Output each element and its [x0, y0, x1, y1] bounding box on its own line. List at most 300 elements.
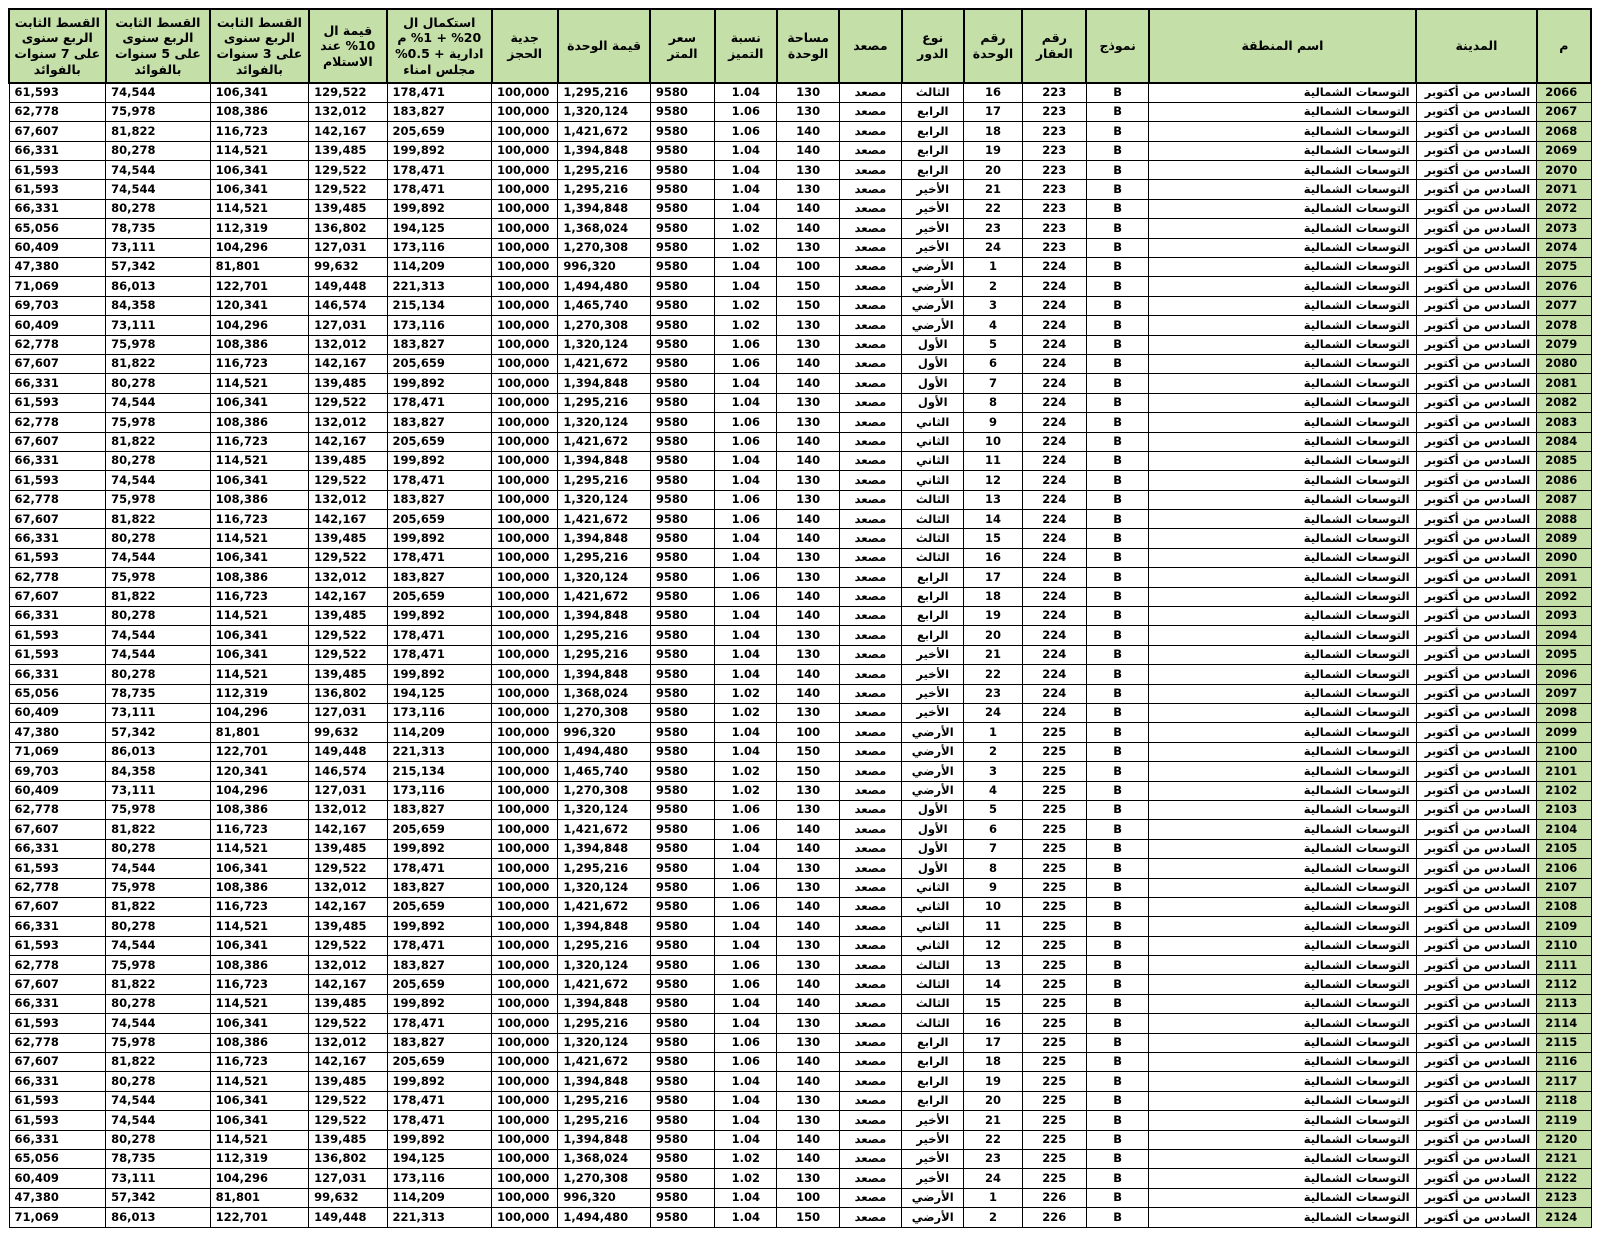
cell-index[interactable]: 2097	[1537, 684, 1591, 703]
cell-elevator[interactable]: مصعد	[839, 529, 901, 548]
cell-premium[interactable]: 1.02	[715, 238, 777, 257]
cell-city[interactable]: السادس من أكتوبر	[1416, 781, 1537, 800]
cell-elevator[interactable]: مصعد	[839, 1053, 901, 1072]
cell-area[interactable]: التوسعات الشمالية	[1149, 897, 1416, 916]
cell-unit[interactable]: 21	[964, 645, 1022, 664]
cell-unit[interactable]: 4	[964, 781, 1022, 800]
cell-completion[interactable]: 173,116	[387, 781, 492, 800]
cell-receipt[interactable]: 132,012	[309, 413, 387, 432]
cell-installment-7y[interactable]: 66,331	[9, 199, 106, 218]
cell-size[interactable]: 140	[777, 141, 839, 160]
cell-floor[interactable]: الأخير	[902, 665, 964, 684]
cell-area[interactable]: التوسعات الشمالية	[1149, 1188, 1416, 1207]
cell-unit[interactable]: 16	[964, 548, 1022, 567]
cell-unit[interactable]: 16	[964, 1014, 1022, 1033]
cell-booking[interactable]: 100,000	[492, 645, 558, 664]
cell-unit[interactable]: 19	[964, 607, 1022, 626]
cell-completion[interactable]: 183,827	[387, 413, 492, 432]
cell-city[interactable]: السادس من أكتوبر	[1416, 510, 1537, 529]
cell-area[interactable]: التوسعات الشمالية	[1149, 238, 1416, 257]
cell-index[interactable]: 2083	[1537, 413, 1591, 432]
cell-floor[interactable]: الأخير	[902, 219, 964, 238]
cell-installment-5y[interactable]: 75,978	[106, 956, 211, 975]
cell-size[interactable]: 130	[777, 956, 839, 975]
cell-installment-3y[interactable]: 112,319	[210, 219, 308, 238]
cell-installment-5y[interactable]: 78,735	[106, 1149, 211, 1168]
cell-unit-value[interactable]: 1,295,216	[558, 180, 650, 199]
cell-model[interactable]: B	[1086, 956, 1148, 975]
cell-building[interactable]: 224	[1022, 626, 1086, 645]
cell-installment-7y[interactable]: 66,331	[9, 665, 106, 684]
cell-premium[interactable]: 1.02	[715, 704, 777, 723]
cell-building[interactable]: 225	[1022, 1130, 1086, 1149]
cell-size[interactable]: 140	[777, 897, 839, 916]
cell-receipt[interactable]: 142,167	[309, 1053, 387, 1072]
cell-floor[interactable]: الرابع	[902, 141, 964, 160]
cell-city[interactable]: السادس من أكتوبر	[1416, 1149, 1537, 1168]
cell-installment-5y[interactable]: 74,544	[106, 393, 211, 412]
cell-unit-value[interactable]: 1,394,848	[558, 917, 650, 936]
cell-area[interactable]: التوسعات الشمالية	[1149, 1072, 1416, 1091]
cell-size[interactable]: 150	[777, 742, 839, 761]
cell-floor[interactable]: الثاني	[902, 917, 964, 936]
cell-receipt[interactable]: 127,031	[309, 704, 387, 723]
cell-completion[interactable]: 178,471	[387, 471, 492, 490]
cell-completion[interactable]: 178,471	[387, 548, 492, 567]
cell-floor[interactable]: الثاني	[902, 471, 964, 490]
cell-installment-5y[interactable]: 80,278	[106, 1072, 211, 1091]
cell-city[interactable]: السادس من أكتوبر	[1416, 820, 1537, 839]
cell-installment-3y[interactable]: 114,521	[210, 374, 308, 393]
cell-premium[interactable]: 1.04	[715, 1014, 777, 1033]
cell-installment-3y[interactable]: 108,386	[210, 335, 308, 354]
cell-size[interactable]: 100	[777, 1188, 839, 1207]
cell-unit[interactable]: 18	[964, 122, 1022, 141]
cell-price-per-meter[interactable]: 9580	[650, 665, 714, 684]
cell-unit-value[interactable]: 1,421,672	[558, 587, 650, 606]
cell-floor[interactable]: الأول	[902, 800, 964, 819]
cell-installment-3y[interactable]: 116,723	[210, 510, 308, 529]
cell-installment-7y[interactable]: 62,778	[9, 102, 106, 121]
cell-floor[interactable]: الثالث	[902, 956, 964, 975]
cell-premium[interactable]: 1.04	[715, 393, 777, 412]
cell-model[interactable]: B	[1086, 781, 1148, 800]
cell-city[interactable]: السادس من أكتوبر	[1416, 490, 1537, 509]
cell-price-per-meter[interactable]: 9580	[650, 471, 714, 490]
cell-size[interactable]: 150	[777, 762, 839, 781]
cell-installment-7y[interactable]: 67,607	[9, 975, 106, 994]
cell-building[interactable]: 224	[1022, 335, 1086, 354]
cell-elevator[interactable]: مصعد	[839, 161, 901, 180]
cell-unit-value[interactable]: 1,270,308	[558, 316, 650, 335]
cell-installment-3y[interactable]: 108,386	[210, 956, 308, 975]
cell-building[interactable]: 224	[1022, 704, 1086, 723]
cell-index[interactable]: 2088	[1537, 510, 1591, 529]
cell-unit-value[interactable]: 1,394,848	[558, 529, 650, 548]
cell-installment-3y[interactable]: 106,341	[210, 548, 308, 567]
cell-elevator[interactable]: مصعد	[839, 607, 901, 626]
cell-installment-5y[interactable]: 86,013	[106, 1208, 211, 1228]
cell-city[interactable]: السادس من أكتوبر	[1416, 665, 1537, 684]
cell-premium[interactable]: 1.02	[715, 296, 777, 315]
cell-unit[interactable]: 20	[964, 626, 1022, 645]
cell-completion[interactable]: 199,892	[387, 917, 492, 936]
cell-index[interactable]: 2107	[1537, 878, 1591, 897]
cell-city[interactable]: السادس من أكتوبر	[1416, 548, 1537, 567]
cell-model[interactable]: B	[1086, 83, 1148, 102]
cell-size[interactable]: 130	[777, 471, 839, 490]
cell-unit-value[interactable]: 1,465,740	[558, 296, 650, 315]
cell-city[interactable]: السادس من أكتوبر	[1416, 354, 1537, 373]
cell-installment-5y[interactable]: 80,278	[106, 141, 211, 160]
cell-elevator[interactable]: مصعد	[839, 859, 901, 878]
cell-index[interactable]: 2070	[1537, 161, 1591, 180]
cell-installment-5y[interactable]: 84,358	[106, 296, 211, 315]
cell-installment-3y[interactable]: 114,521	[210, 665, 308, 684]
cell-premium[interactable]: 1.06	[715, 490, 777, 509]
cell-floor[interactable]: الأول	[902, 393, 964, 412]
cell-receipt[interactable]: 136,802	[309, 219, 387, 238]
cell-installment-7y[interactable]: 61,593	[9, 180, 106, 199]
cell-elevator[interactable]: مصعد	[839, 296, 901, 315]
cell-booking[interactable]: 100,000	[492, 161, 558, 180]
cell-unit[interactable]: 21	[964, 180, 1022, 199]
cell-completion[interactable]: 178,471	[387, 1014, 492, 1033]
cell-building[interactable]: 224	[1022, 607, 1086, 626]
cell-completion[interactable]: 199,892	[387, 529, 492, 548]
cell-installment-3y[interactable]: 106,341	[210, 936, 308, 955]
cell-size[interactable]: 130	[777, 1091, 839, 1110]
cell-elevator[interactable]: مصعد	[839, 1014, 901, 1033]
cell-booking[interactable]: 100,000	[492, 1053, 558, 1072]
cell-unit[interactable]: 18	[964, 1053, 1022, 1072]
cell-building[interactable]: 223	[1022, 199, 1086, 218]
cell-city[interactable]: السادس من أكتوبر	[1416, 393, 1537, 412]
cell-price-per-meter[interactable]: 9580	[650, 1149, 714, 1168]
cell-price-per-meter[interactable]: 9580	[650, 1188, 714, 1207]
cell-city[interactable]: السادس من أكتوبر	[1416, 917, 1537, 936]
cell-building[interactable]: 223	[1022, 102, 1086, 121]
cell-model[interactable]: B	[1086, 878, 1148, 897]
cell-elevator[interactable]: مصعد	[839, 451, 901, 470]
cell-elevator[interactable]: مصعد	[839, 374, 901, 393]
cell-installment-7y[interactable]: 67,607	[9, 510, 106, 529]
cell-model[interactable]: B	[1086, 122, 1148, 141]
cell-building[interactable]: 224	[1022, 665, 1086, 684]
col-header-price-per-meter[interactable]: سعر المتر	[650, 9, 714, 83]
cell-model[interactable]: B	[1086, 238, 1148, 257]
cell-installment-3y[interactable]: 108,386	[210, 102, 308, 121]
cell-installment-5y[interactable]: 74,544	[106, 936, 211, 955]
cell-installment-3y[interactable]: 114,521	[210, 839, 308, 858]
cell-installment-3y[interactable]: 116,723	[210, 122, 308, 141]
cell-installment-5y[interactable]: 74,544	[106, 1014, 211, 1033]
cell-unit[interactable]: 8	[964, 859, 1022, 878]
cell-model[interactable]: B	[1086, 199, 1148, 218]
cell-model[interactable]: B	[1086, 626, 1148, 645]
cell-installment-7y[interactable]: 62,778	[9, 1033, 106, 1052]
cell-model[interactable]: B	[1086, 432, 1148, 451]
cell-elevator[interactable]: مصعد	[839, 490, 901, 509]
cell-index[interactable]: 2124	[1537, 1208, 1591, 1228]
cell-elevator[interactable]: مصعد	[839, 936, 901, 955]
cell-model[interactable]: B	[1086, 451, 1148, 470]
cell-installment-7y[interactable]: 71,069	[9, 277, 106, 296]
cell-installment-7y[interactable]: 62,778	[9, 878, 106, 897]
cell-unit-value[interactable]: 996,320	[558, 1188, 650, 1207]
cell-area[interactable]: التوسعات الشمالية	[1149, 975, 1416, 994]
cell-installment-5y[interactable]: 84,358	[106, 762, 211, 781]
cell-model[interactable]: B	[1086, 1149, 1148, 1168]
cell-installment-3y[interactable]: 104,296	[210, 316, 308, 335]
cell-booking[interactable]: 100,000	[492, 374, 558, 393]
cell-building[interactable]: 226	[1022, 1188, 1086, 1207]
cell-size[interactable]: 130	[777, 781, 839, 800]
cell-area[interactable]: التوسعات الشمالية	[1149, 374, 1416, 393]
cell-completion[interactable]: 221,313	[387, 277, 492, 296]
cell-model[interactable]: B	[1086, 258, 1148, 277]
cell-elevator[interactable]: مصعد	[839, 238, 901, 257]
cell-booking[interactable]: 100,000	[492, 548, 558, 567]
cell-unit-value[interactable]: 1,295,216	[558, 936, 650, 955]
cell-installment-5y[interactable]: 81,822	[106, 432, 211, 451]
cell-city[interactable]: السادس من أكتوبر	[1416, 1111, 1537, 1130]
cell-booking[interactable]: 100,000	[492, 141, 558, 160]
cell-size[interactable]: 130	[777, 626, 839, 645]
cell-index[interactable]: 2085	[1537, 451, 1591, 470]
cell-installment-7y[interactable]: 67,607	[9, 1053, 106, 1072]
cell-area[interactable]: التوسعات الشمالية	[1149, 199, 1416, 218]
cell-price-per-meter[interactable]: 9580	[650, 626, 714, 645]
cell-size[interactable]: 140	[777, 529, 839, 548]
cell-unit-value[interactable]: 1,421,672	[558, 1053, 650, 1072]
cell-booking[interactable]: 100,000	[492, 258, 558, 277]
cell-area[interactable]: التوسعات الشمالية	[1149, 781, 1416, 800]
cell-receipt[interactable]: 129,522	[309, 645, 387, 664]
cell-elevator[interactable]: مصعد	[839, 83, 901, 102]
cell-model[interactable]: B	[1086, 936, 1148, 955]
cell-price-per-meter[interactable]: 9580	[650, 897, 714, 916]
cell-installment-7y[interactable]: 61,593	[9, 83, 106, 102]
cell-unit-value[interactable]: 1,421,672	[558, 510, 650, 529]
cell-installment-3y[interactable]: 114,521	[210, 607, 308, 626]
cell-installment-5y[interactable]: 86,013	[106, 742, 211, 761]
cell-city[interactable]: السادس من أكتوبر	[1416, 102, 1537, 121]
cell-city[interactable]: السادس من أكتوبر	[1416, 1091, 1537, 1110]
cell-price-per-meter[interactable]: 9580	[650, 936, 714, 955]
cell-model[interactable]: B	[1086, 762, 1148, 781]
cell-unit[interactable]: 11	[964, 917, 1022, 936]
cell-booking[interactable]: 100,000	[492, 587, 558, 606]
cell-index[interactable]: 2110	[1537, 936, 1591, 955]
cell-size[interactable]: 140	[777, 839, 839, 858]
cell-installment-7y[interactable]: 62,778	[9, 490, 106, 509]
cell-building[interactable]: 225	[1022, 956, 1086, 975]
cell-completion[interactable]: 199,892	[387, 1130, 492, 1149]
cell-booking[interactable]: 100,000	[492, 335, 558, 354]
cell-building[interactable]: 226	[1022, 1208, 1086, 1228]
cell-building[interactable]: 224	[1022, 684, 1086, 703]
cell-unit[interactable]: 3	[964, 296, 1022, 315]
cell-size[interactable]: 140	[777, 354, 839, 373]
cell-model[interactable]: B	[1086, 316, 1148, 335]
cell-premium[interactable]: 1.04	[715, 471, 777, 490]
cell-size[interactable]: 140	[777, 994, 839, 1013]
cell-booking[interactable]: 100,000	[492, 1091, 558, 1110]
cell-unit[interactable]: 24	[964, 1169, 1022, 1188]
cell-installment-5y[interactable]: 73,111	[106, 316, 211, 335]
cell-unit[interactable]: 16	[964, 83, 1022, 102]
cell-unit-value[interactable]: 1,421,672	[558, 122, 650, 141]
cell-premium[interactable]: 1.04	[715, 994, 777, 1013]
cell-unit[interactable]: 4	[964, 316, 1022, 335]
cell-unit-value[interactable]: 1,394,848	[558, 607, 650, 626]
cell-index[interactable]: 2099	[1537, 723, 1591, 742]
cell-unit[interactable]: 10	[964, 432, 1022, 451]
cell-elevator[interactable]: مصعد	[839, 820, 901, 839]
cell-elevator[interactable]: مصعد	[839, 316, 901, 335]
cell-unit-value[interactable]: 1,270,308	[558, 781, 650, 800]
cell-price-per-meter[interactable]: 9580	[650, 1208, 714, 1228]
cell-installment-7y[interactable]: 47,380	[9, 723, 106, 742]
cell-premium[interactable]: 1.04	[715, 451, 777, 470]
cell-installment-7y[interactable]: 65,056	[9, 684, 106, 703]
cell-completion[interactable]: 183,827	[387, 490, 492, 509]
cell-elevator[interactable]: مصعد	[839, 335, 901, 354]
cell-area[interactable]: التوسعات الشمالية	[1149, 645, 1416, 664]
cell-installment-3y[interactable]: 108,386	[210, 568, 308, 587]
cell-installment-7y[interactable]: 69,703	[9, 296, 106, 315]
cell-unit-value[interactable]: 1,295,216	[558, 471, 650, 490]
cell-booking[interactable]: 100,000	[492, 122, 558, 141]
cell-price-per-meter[interactable]: 9580	[650, 413, 714, 432]
cell-installment-3y[interactable]: 106,341	[210, 471, 308, 490]
cell-size[interactable]: 140	[777, 587, 839, 606]
cell-unit[interactable]: 10	[964, 897, 1022, 916]
cell-city[interactable]: السادس من أكتوبر	[1416, 956, 1537, 975]
cell-building[interactable]: 224	[1022, 277, 1086, 296]
col-header-floor[interactable]: نوع الدور	[902, 9, 964, 83]
cell-elevator[interactable]: مصعد	[839, 413, 901, 432]
col-header-receipt[interactable]: قيمة ال 10% عند الاستلام	[309, 9, 387, 83]
cell-unit-value[interactable]: 1,421,672	[558, 354, 650, 373]
cell-premium[interactable]: 1.04	[715, 665, 777, 684]
cell-elevator[interactable]: مصعد	[839, 975, 901, 994]
cell-index[interactable]: 2113	[1537, 994, 1591, 1013]
cell-building[interactable]: 225	[1022, 878, 1086, 897]
cell-size[interactable]: 140	[777, 975, 839, 994]
cell-completion[interactable]: 194,125	[387, 219, 492, 238]
cell-unit-value[interactable]: 1,368,024	[558, 219, 650, 238]
cell-floor[interactable]: الثالث	[902, 83, 964, 102]
cell-booking[interactable]: 100,000	[492, 219, 558, 238]
cell-model[interactable]: B	[1086, 800, 1148, 819]
cell-area[interactable]: التوسعات الشمالية	[1149, 354, 1416, 373]
cell-unit-value[interactable]: 1,295,216	[558, 83, 650, 102]
cell-unit-value[interactable]: 1,295,216	[558, 1091, 650, 1110]
cell-installment-7y[interactable]: 66,331	[9, 374, 106, 393]
cell-installment-3y[interactable]: 114,521	[210, 1072, 308, 1091]
cell-city[interactable]: السادس من أكتوبر	[1416, 122, 1537, 141]
cell-receipt[interactable]: 139,485	[309, 1072, 387, 1091]
cell-completion[interactable]: 199,892	[387, 1072, 492, 1091]
cell-premium[interactable]: 1.04	[715, 141, 777, 160]
cell-booking[interactable]: 100,000	[492, 277, 558, 296]
cell-unit[interactable]: 7	[964, 839, 1022, 858]
cell-installment-7y[interactable]: 66,331	[9, 1130, 106, 1149]
cell-receipt[interactable]: 99,632	[309, 723, 387, 742]
col-header-size[interactable]: مساحة الوحدة	[777, 9, 839, 83]
cell-installment-7y[interactable]: 67,607	[9, 432, 106, 451]
cell-floor[interactable]: الثالث	[902, 490, 964, 509]
cell-completion[interactable]: 173,116	[387, 1169, 492, 1188]
cell-receipt[interactable]: 129,522	[309, 859, 387, 878]
cell-building[interactable]: 225	[1022, 1072, 1086, 1091]
cell-city[interactable]: السادس من أكتوبر	[1416, 277, 1537, 296]
cell-size[interactable]: 130	[777, 180, 839, 199]
cell-elevator[interactable]: مصعد	[839, 665, 901, 684]
cell-size[interactable]: 130	[777, 1033, 839, 1052]
cell-building[interactable]: 225	[1022, 994, 1086, 1013]
cell-installment-5y[interactable]: 74,544	[106, 180, 211, 199]
cell-premium[interactable]: 1.04	[715, 645, 777, 664]
cell-unit[interactable]: 12	[964, 936, 1022, 955]
cell-size[interactable]: 100	[777, 723, 839, 742]
cell-completion[interactable]: 205,659	[387, 510, 492, 529]
cell-unit-value[interactable]: 1,270,308	[558, 1169, 650, 1188]
cell-price-per-meter[interactable]: 9580	[650, 1033, 714, 1052]
cell-unit-value[interactable]: 1,394,848	[558, 374, 650, 393]
cell-size[interactable]: 140	[777, 820, 839, 839]
cell-model[interactable]: B	[1086, 490, 1148, 509]
cell-price-per-meter[interactable]: 9580	[650, 122, 714, 141]
cell-installment-5y[interactable]: 80,278	[106, 665, 211, 684]
cell-city[interactable]: السادس من أكتوبر	[1416, 1208, 1537, 1228]
cell-city[interactable]: السادس من أكتوبر	[1416, 994, 1537, 1013]
cell-completion[interactable]: 199,892	[387, 665, 492, 684]
cell-installment-5y[interactable]: 75,978	[106, 102, 211, 121]
cell-booking[interactable]: 100,000	[492, 820, 558, 839]
cell-city[interactable]: السادس من أكتوبر	[1416, 975, 1537, 994]
cell-completion[interactable]: 183,827	[387, 878, 492, 897]
cell-installment-7y[interactable]: 61,593	[9, 626, 106, 645]
cell-building[interactable]: 224	[1022, 548, 1086, 567]
cell-model[interactable]: B	[1086, 1130, 1148, 1149]
cell-installment-5y[interactable]: 81,822	[106, 122, 211, 141]
cell-building[interactable]: 224	[1022, 432, 1086, 451]
cell-building[interactable]: 225	[1022, 1091, 1086, 1110]
cell-receipt[interactable]: 146,574	[309, 762, 387, 781]
cell-floor[interactable]: الرابع	[902, 1072, 964, 1091]
cell-premium[interactable]: 1.02	[715, 781, 777, 800]
cell-index[interactable]: 2068	[1537, 122, 1591, 141]
cell-installment-7y[interactable]: 65,056	[9, 1149, 106, 1168]
cell-area[interactable]: التوسعات الشمالية	[1149, 1053, 1416, 1072]
cell-building[interactable]: 225	[1022, 1033, 1086, 1052]
cell-receipt[interactable]: 142,167	[309, 587, 387, 606]
cell-installment-3y[interactable]: 106,341	[210, 393, 308, 412]
cell-unit[interactable]: 14	[964, 510, 1022, 529]
cell-completion[interactable]: 205,659	[387, 587, 492, 606]
cell-installment-3y[interactable]: 106,341	[210, 1014, 308, 1033]
cell-model[interactable]: B	[1086, 1169, 1148, 1188]
cell-model[interactable]: B	[1086, 529, 1148, 548]
cell-model[interactable]: B	[1086, 684, 1148, 703]
cell-index[interactable]: 2080	[1537, 354, 1591, 373]
cell-model[interactable]: B	[1086, 335, 1148, 354]
cell-floor[interactable]: الثاني	[902, 936, 964, 955]
cell-area[interactable]: التوسعات الشمالية	[1149, 1111, 1416, 1130]
